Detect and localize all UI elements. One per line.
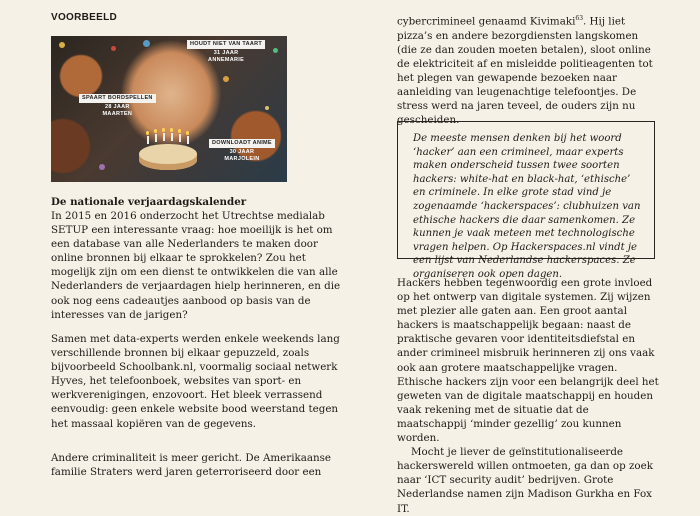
paragraph-setup: In 2015 en 2016 onderzocht het Utrechtse medialab SETUP een interessante vraag: hoe moeilijk is het om een database van alle Nederlanders te maken door online bronnen bij elkaar te sprokkelen? Zou het mogelijk zijn om een dienst te ontwikkelen die van alle Nederlanders de verjaardagen hielp herinneren, en die ook nog eens cadeautjes aanbood op basis van de interesses van de jarigen?: [51, 210, 341, 321]
section-kicker: VOORBEELD: [51, 12, 118, 23]
photo-tag-maarten: SPAART BORDSPELLEN 28 JAAR MAARTEN: [79, 94, 156, 118]
photo-tag-annemarie: HOUDT NIET VAN TAART 31 JAAR ANNEMARIE: [187, 40, 265, 64]
section-heading: De nationale verjaardagskalender: [51, 196, 247, 208]
paragraph-data-experts: Samen met data-experts werden enkele weekends lang verschillende bronnen bij elkaar gepuzzeld, zoals bijvoorbeeld Schoolbank.nl, voormalig sociaal netwerk Hyves, het telefoonboek, websites van sport- en werkverenigingen, enzovoort. Het bleek verrassend eenvoudig: geen enkele website bood weerstand tegen het massaal kopiëren van de gegevens.: [51, 333, 340, 430]
callout-text: De meeste mensen denken bij het woord ‘hacker’ aan een crimineel, maar experts maken onderscheid tussen twee soorten hackers: white-hat en black-hat, ‘ethische’ en criminele. In elke grote stad vind je zogenaamde ‘hackerspaces’: clubhuizen van ethische hackers die daar samenkomen. Ze kunnen je vaak meteen met technologische vragen helpen. Op Hackerspaces.nl vindt je een lijst van Nederlandse hackerspaces. Ze organiseren ook open dagen.: [413, 133, 641, 280]
paragraph-kivimaki: cybercrimineel genaamd Kivimaki$^{63}$. Hij liet pizza’s en andere bezorgdiensten langskomen (die ze dan zouden moeten betalen), sloot online de elektriciteit af en misleidde politieagenten tot het plegen van gewapende bezoeken naar aanleiding van leugenachtige telefoontjes. De stress werd na jaren teveel, de ouders zijn nu gescheiden.: [397, 15, 653, 127]
photo-tag-marjolein: DOWNLOADT ANIME 30 JAAR MARJOLEIN: [209, 139, 275, 163]
birthday-cake: [139, 144, 197, 170]
paragraph-criminality: Andere criminaliteit is meer gericht. De Amerikaanse familie Straters werd jaren geterroriseerd door een: [51, 452, 332, 479]
footnote-marker: 63: [575, 15, 584, 22]
paragraph-security-audit: Mocht je liever de geïnstitutionaliseerde hackerswereld willen ontmoeten, ga dan op zoek naar ‘ICT security audit’ bedrijven. Grote Nederlandse namen zijn Madison Gurkha en Fox IT.: [397, 446, 653, 515]
paragraph-hackers: Hackers hebben tegenwoordig een grote invloed op het ontwerp van digitale systemen. Zij wijzen met plezier alle gaten aan. Een groot aantal hackers is maatschappelijk begaan: naast de praktische gevaren voor identiteitsdiefstal en ander crimineel misbruik herinneren zij ons vaak ook aan grotere maatschappelijke vragen. Ethische hackers zijn voor een belangrijk deel het geweten van de digitale maatschappij en houden vaak rekening met de situatie dat de maatschappij ‘minder gezellig’ zou kunnen worden. Mocht je liever de geïnstitutionaliseerde hackerswereld willen ontmoeten, ga dan op zoek naar ‘ICT security audit’ bedrijven. Grote Nederlandse namen zijn Madison Gurkha en Fox IT.: [397, 277, 659, 515]
hacker-callout-box: [397, 121, 655, 280]
birthday-photo: [51, 36, 287, 182]
